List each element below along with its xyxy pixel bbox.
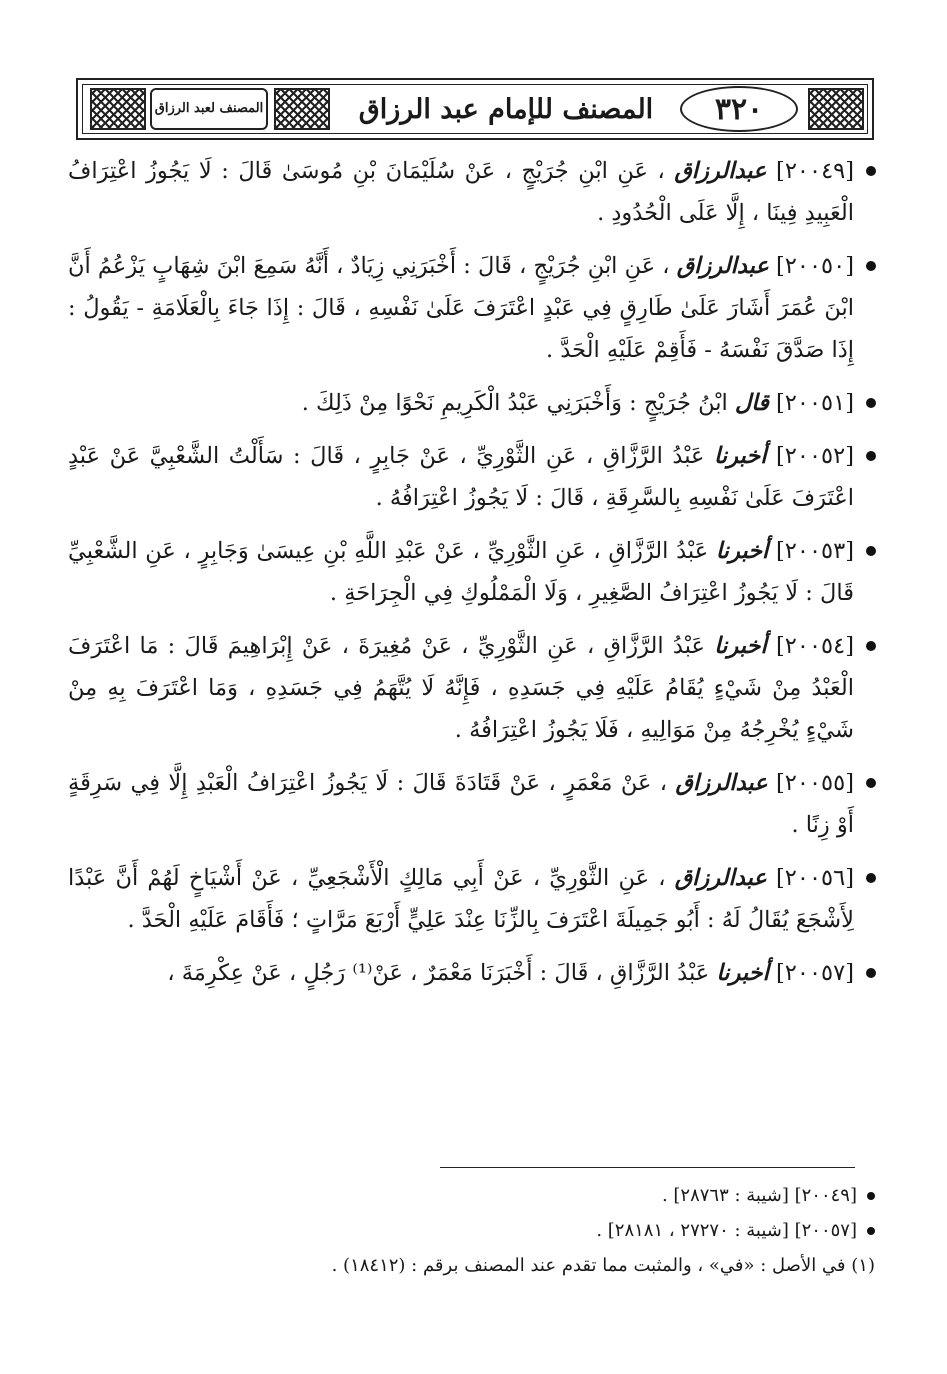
hadith-number: [٢٠٠٥٦] bbox=[776, 865, 855, 891]
narrator-label: عبدالرزاق bbox=[674, 865, 767, 891]
hadith-entry bbox=[68, 625, 876, 751]
bullet-icon bbox=[866, 166, 876, 176]
hadith-text: عَبْدُ الرَّزَّاقِ ، عَنِ الثَّوْرِيِّ ، عَنْ عَبْدِ اللَّهِ بْنِ عِيسَىٰ وَجَابِرٍ ، عَنِ الشَّعْبِيِّ قَالَ : لَا يَجُوزُ اعْتِرَافُ الصَّغِيرِ ، وَلَا الْمَمْلُوكِ فِي الْجِرَاحَةِ . bbox=[68, 538, 854, 606]
bullet-icon bbox=[866, 873, 876, 883]
narrator-label: عبدالرزاق bbox=[675, 770, 768, 796]
hadith-entry bbox=[68, 952, 876, 994]
book-emblem bbox=[150, 88, 268, 130]
bullet-icon bbox=[866, 451, 876, 461]
hadith-text: عَبْدُ الرَّزَّاقِ ، قَالَ : أَخْبَرَنَا مَعْمَرٌ ، عَنْ⁽¹⁾ رَجُلٍ ، عَنْ عِكْرِمَةَ ، bbox=[167, 960, 710, 986]
book-emblem-text: المصنف لعبد الرزاق bbox=[154, 100, 264, 116]
bullet-icon bbox=[866, 261, 876, 271]
hadith-number: [٢٠٠٥٧] bbox=[776, 960, 854, 986]
hadith-entry bbox=[68, 245, 876, 371]
hadith-number: [٢٠٠٥٣] bbox=[776, 538, 854, 564]
bullet-icon bbox=[866, 641, 876, 651]
narrator-label: عبدالرزاق bbox=[676, 253, 769, 279]
narrator-label: أخبرنا bbox=[716, 960, 769, 986]
main-text bbox=[68, 150, 876, 1005]
ornament-left-icon bbox=[90, 88, 146, 130]
hadith-entry bbox=[68, 857, 876, 941]
bullet-icon bbox=[866, 968, 876, 978]
narrator-label: عبدالرزاق bbox=[674, 158, 767, 184]
hadith-text: ، عَنِ ابْنِ جُرَيْجٍ ، عَنْ سُلَيْمَانَ بْنِ مُوسَىٰ قَالَ : لَا يَجُوزُ اعْتِرَافُ الْعَبِيدِ فِينَا ، إِلَّا عَلَى الْحُدُودِ . bbox=[68, 158, 854, 226]
ornament-right-icon bbox=[808, 88, 864, 130]
source-reference bbox=[300, 1213, 875, 1248]
footnote-1 bbox=[300, 1248, 875, 1283]
hadith-text: ، عَنِ الثَّوْرِيِّ ، عَنْ أَبِي مَالِكٍ الْأَشْجَعِيِّ ، عَنْ أَشْيَاخٍ لَهُمْ أَنَّ عَبْدًا لِأَشْجَعَ يُقَالُ لَهُ : أَبُو جَمِيلَةَ اعْتَرَفَ بِالزِّنَا عِنْدَ عَلِيٍّ أَرْبَعَ مَرَّاتٍ ؛ فَأَقَامَ عَلَيْهِ الْحَدَّ . bbox=[68, 865, 854, 933]
bullet-icon bbox=[866, 778, 876, 788]
running-title: المصنف للإمام عبد الرزاق bbox=[358, 93, 654, 125]
hadith-entry bbox=[68, 762, 876, 846]
hadith-entry bbox=[68, 435, 876, 519]
reference-text: [٢٠٠٥٧] [شيبة : ٢٧٢٧٠ ، ٢٨١٨١] . bbox=[596, 1220, 857, 1241]
hadith-number: [٢٠٠٤٩] bbox=[776, 158, 855, 184]
hadith-text: عَبْدُ الرَّزَّاقِ ، عَنِ الثَّوْرِيِّ ، عَنْ مُغِيرَةَ ، عَنْ إِبْرَاهِيمَ قَالَ : مَا اعْتَرَفَ الْعَبْدُ مِنْ شَيْءٍ يُقَامُ عَلَيْهِ فِي جَسَدِهِ ، فَإِنَّهُ لَا يُتَّهَمُ فِي جَسَدِهِ ، وَمَا اعْتَرَفَ بِهِ مِنْ شَيْءٍ يُخْرِجُهُ مِنْ مَوَالِيهِ ، فَلَا يَجُوزُ اعْتِرَافُهُ . bbox=[68, 633, 854, 743]
hadith-text: ، عَنِ ابْنِ جُرَيْجٍ ، قَالَ : أَخْبَرَنِي زِيَادٌ ، أَنَّهُ سَمِعَ ابْنَ شِهَابٍ يَزْعُمُ أَنَّ ابْنَ عُمَرَ أَشَارَ عَلَىٰ طَارِقٍ فِي عَبْدٍ اعْتَرَفَ عَلَىٰ نَفْسِهِ ، قَالَ : إِذَا جَاءَ بِالْعَلَامَةِ - يَقُولُ : إِذَا صَدَّقَ نَفْسَهُ - فَأَقِمْ عَلَيْهِ الْحَدَّ . bbox=[68, 253, 854, 363]
hadith-number: [٢٠٠٥٢] bbox=[776, 443, 854, 469]
bullet-icon bbox=[866, 546, 876, 556]
hadith-number: [٢٠٠٥٠] bbox=[776, 253, 855, 279]
hadith-entry bbox=[68, 530, 876, 614]
page-number: ٣٢٠ bbox=[714, 91, 764, 127]
narrator-label: أخبرنا bbox=[713, 443, 767, 469]
footnote-separator bbox=[440, 1167, 855, 1168]
hadith-number: [٢٠٠٥٥] bbox=[776, 770, 855, 796]
page-header bbox=[76, 78, 874, 140]
narrator-label: قال bbox=[734, 390, 769, 416]
hadith-entry bbox=[68, 150, 876, 234]
source-reference bbox=[300, 1178, 875, 1213]
bullet-icon bbox=[867, 1227, 875, 1235]
footnote-text: (١) في الأصل : «في» ، والمثبت مما تقدم عند المصنف برقم : (١٨٤١٢) . bbox=[331, 1255, 875, 1276]
hadith-text: ، عَنْ مَعْمَرٍ ، عَنْ قَتَادَةَ قَالَ : لَا يَجُوزُ اعْتِرَافُ الْعَبْدِ إِلَّا فِي سَرِقَةٍ أَوْ زِنًا . bbox=[68, 770, 854, 838]
page-number-frame bbox=[680, 86, 798, 132]
narrator-label: أخبرنا bbox=[714, 633, 767, 659]
footnotes bbox=[300, 1178, 875, 1283]
hadith-number: [٢٠٠٥١] bbox=[776, 390, 854, 416]
hadith-number: [٢٠٠٥٤] bbox=[776, 633, 855, 659]
bullet-icon bbox=[866, 398, 876, 408]
hadith-text: ابْنُ جُرَيْجٍ : وَأَخْبَرَنِي عَبْدُ الْكَرِيمِ نَحْوًا مِنْ ذَلِكَ . bbox=[301, 390, 728, 416]
narrator-label: أخبرنا bbox=[715, 538, 769, 564]
hadith-text: عَبْدُ الرَّزَّاقِ ، عَنِ الثَّوْرِيِّ ، عَنْ جَابِرٍ ، قَالَ : سَأَلْتُ الشَّعْبِيَّ عَنْ عَبْدٍ اعْتَرَفَ عَلَىٰ نَفْسِهِ بِالسَّرِقَةِ ، قَالَ : لَا يَجُوزُ اعْتِرَافُهُ . bbox=[68, 443, 854, 511]
bullet-icon bbox=[867, 1192, 875, 1200]
reference-text: [٢٠٠٤٩] [شيبة : ٢٨٧٦٣] . bbox=[661, 1185, 857, 1206]
hadith-entry bbox=[68, 382, 876, 424]
ornament-mid-icon bbox=[274, 88, 330, 130]
